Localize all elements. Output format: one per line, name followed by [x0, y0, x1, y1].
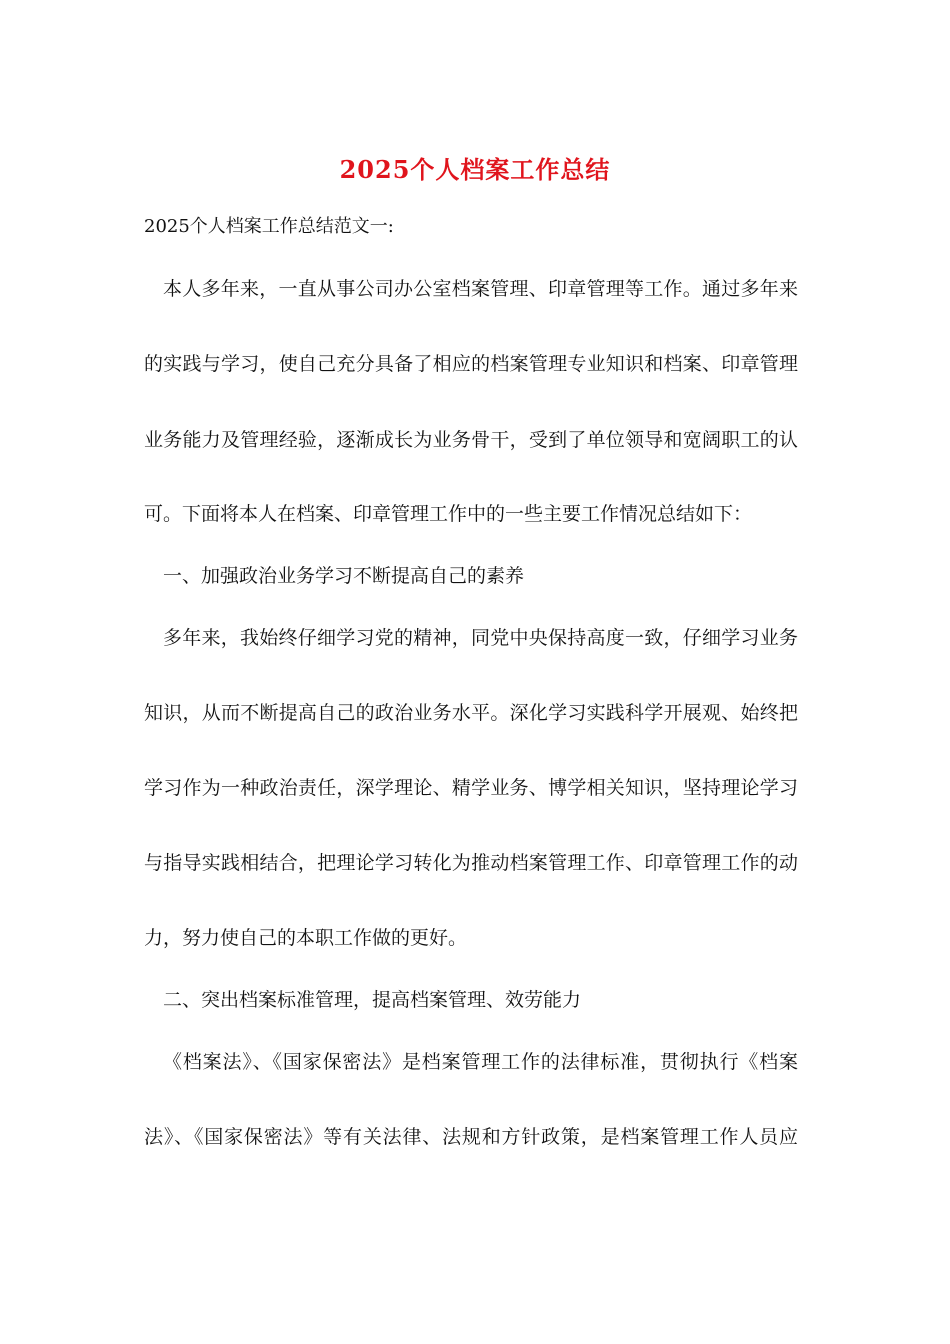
paragraph-line: 力，努力使自己的本职工作做的更好。 [144, 927, 468, 949]
paragraph-line: 本人多年来，一直从事公司办公室档案管理、印章管理等工作。通过多年来 [163, 278, 798, 300]
paragraph-line: 的实践与学习，使自己充分具备了相应的档案管理专业知识和档案、印章管理 [144, 353, 798, 375]
paragraph-line: 与指导实践相结合，把理论学习转化为推动档案管理工作、印章管理工作的动 [144, 852, 798, 874]
paragraph-line: 知识，从而不断提高自己的政治业务水平。深化学习实践科学开展观、始终把 [144, 702, 798, 724]
section-heading: 一、加强政治业务学习不断提高自己的素养 [163, 565, 525, 587]
paragraph-line: 法》、《国家保密法》等有关法律、法规和方针政策，是档案管理工作人员应 [144, 1126, 798, 1148]
paragraph-line: 业务能力及管理经验，逐渐成长为业务骨干，受到了单位领导和宽阔职工的认 [144, 429, 798, 451]
paragraph-line: 可。下面将本人在档案、印章管理工作中的一些主要工作情况总结如下： [144, 503, 753, 525]
document-title: 2025个人档案工作总结 [339, 155, 611, 184]
section-heading: 二、突出档案标准管理，提高档案管理、效劳能力 [163, 989, 582, 1011]
paragraph-line: 《档案法》、《国家保密法》是档案管理工作的法律标准，贯彻执行《档案 [163, 1051, 798, 1073]
paragraph-line: 多年来，我始终仔细学习党的精神，同党中央保持高度一致，仔细学习业务 [163, 627, 798, 649]
document-subtitle: 2025个人档案工作总结范文一: [144, 216, 394, 237]
paragraph-line: 学习作为一种政治责任，深学理论、精学业务、博学相关知识，坚持理论学习 [144, 777, 798, 799]
